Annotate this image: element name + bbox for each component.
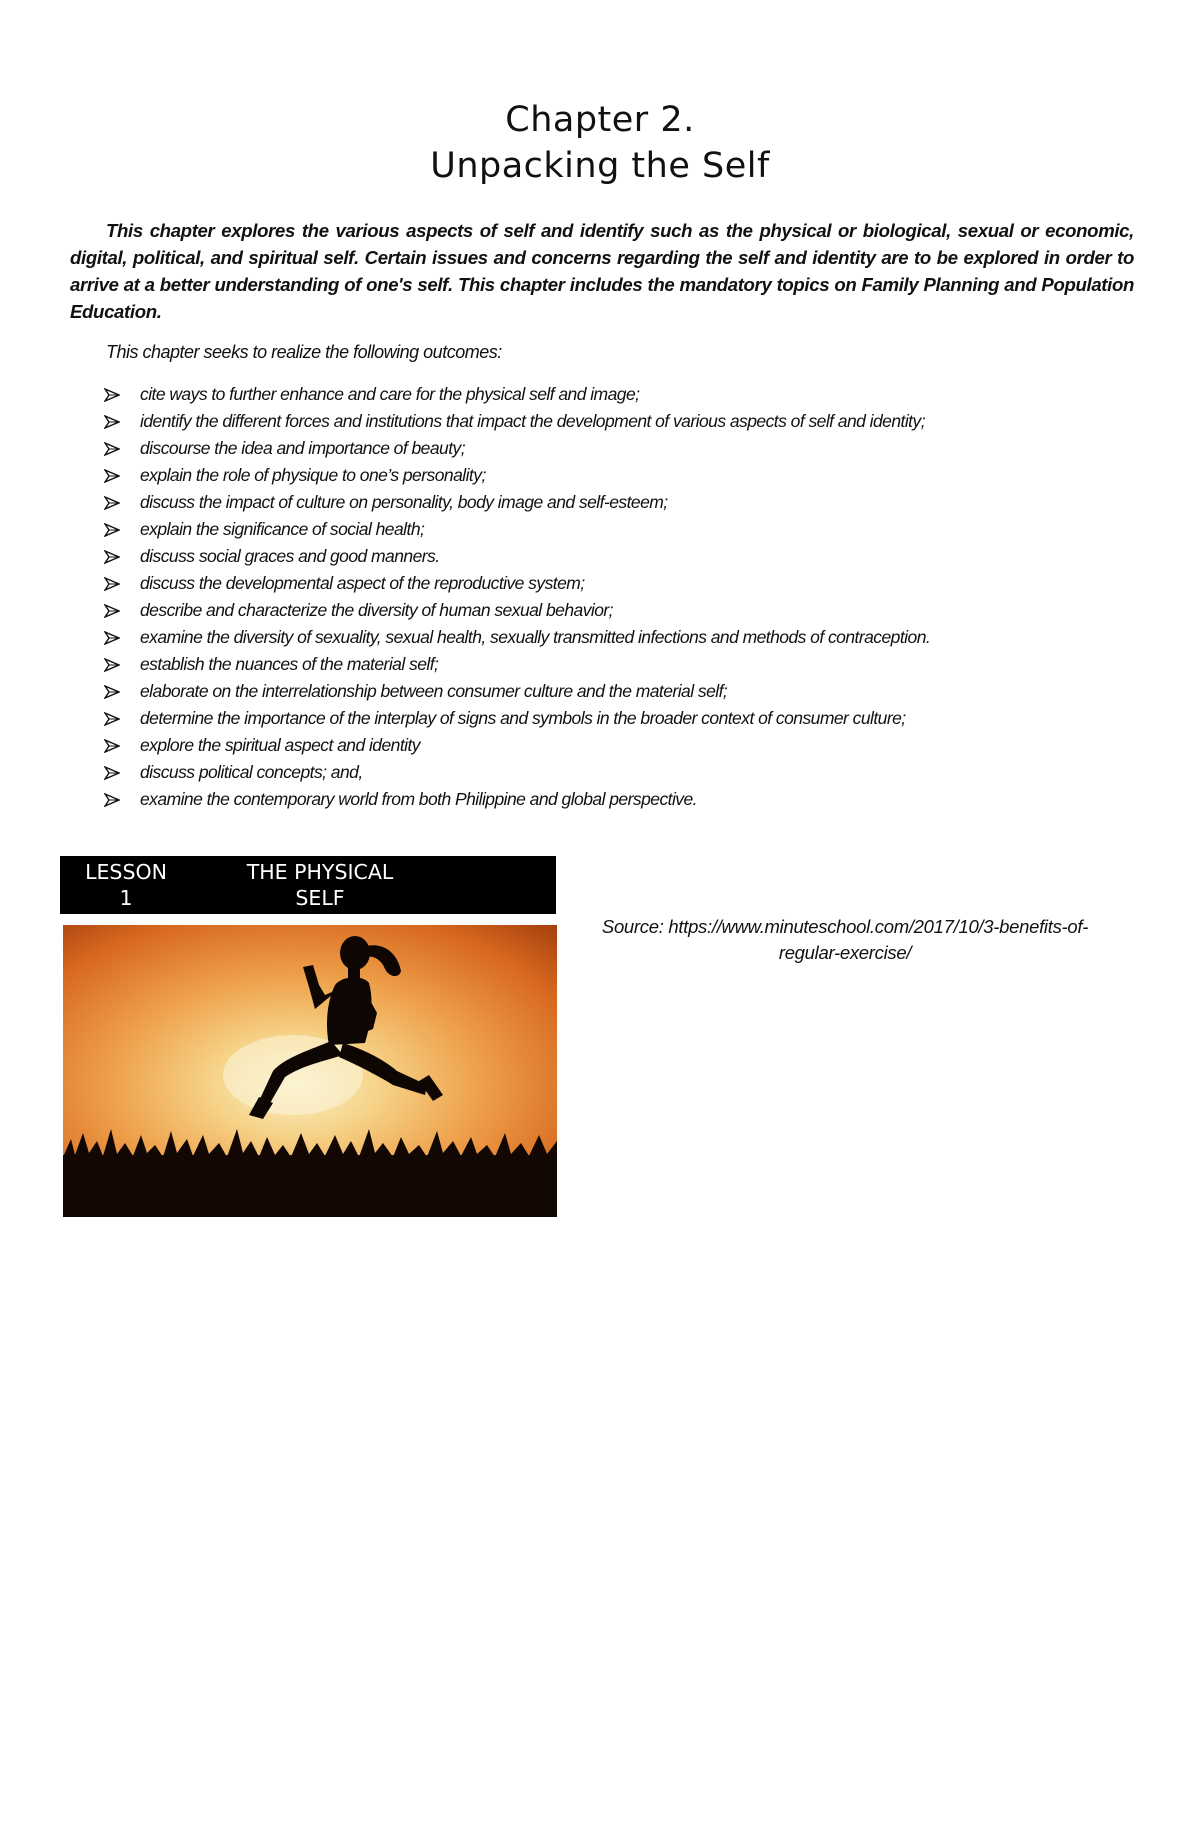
arrowhead-bullet-icon	[104, 766, 140, 780]
arrowhead-bullet-icon	[104, 442, 140, 456]
source-line-1: Source: https://www.minuteschool.com/2017/10/3-benefits-of-	[601, 916, 1089, 937]
outcome-text: discuss social graces and good manners.	[140, 546, 440, 566]
image-source-caption	[575, 914, 1115, 966]
outcome-item	[104, 516, 1164, 543]
outcome-text: explain the significance of social health;	[140, 519, 425, 539]
lesson-label-word: LESSON	[85, 860, 167, 884]
chapter-title: Unpacking the Self	[430, 146, 770, 186]
outcomes-list	[104, 381, 1164, 813]
lesson-label	[72, 859, 180, 911]
lesson-header-bar	[60, 856, 556, 914]
outcome-text: discourse the idea and importance of beauty;	[140, 438, 466, 458]
arrowhead-bullet-icon	[104, 469, 140, 483]
outcome-text: determine the importance of the interplay of signs and symbols in the broader context of consumer culture;	[140, 708, 906, 728]
chapter-heading	[0, 97, 1200, 189]
outcome-text: discuss the impact of culture on personality, body image and self-esteem;	[140, 492, 668, 512]
arrowhead-bullet-icon	[104, 685, 140, 699]
outcome-item	[104, 651, 1164, 678]
outcome-text: discuss the developmental aspect of the reproductive system;	[140, 573, 585, 593]
arrowhead-bullet-icon	[104, 739, 140, 753]
arrowhead-bullet-icon	[104, 388, 140, 402]
outcome-item	[104, 624, 1164, 651]
outcome-item	[104, 759, 1164, 786]
chapter-intro-paragraph: This chapter explores the various aspects of self and identify such as the physical or biological, sexual or economic, digital, political, and spiritual self. Certain issues and concerns regarding the self and identity are to be explored in order to arrive at a better understanding of one's self. This chapter includes the mandatory topics on Family Planning and Population Education.	[70, 220, 1134, 322]
arrowhead-bullet-icon	[104, 631, 140, 645]
outcome-item	[104, 570, 1164, 597]
chapter-number: Chapter 2.	[505, 100, 695, 140]
lesson-title	[202, 859, 438, 911]
outcome-text: explore the spiritual aspect and identity	[140, 735, 420, 755]
outcome-item	[104, 705, 1164, 732]
source-line-2: regular-exercise/	[778, 942, 912, 963]
arrowhead-bullet-icon	[104, 415, 140, 429]
runner-sunset-image	[63, 925, 557, 1217]
arrowhead-bullet-icon	[104, 604, 140, 618]
outcome-item	[104, 381, 1164, 408]
lesson-title-line1: THE PHYSICAL	[246, 860, 394, 884]
outcome-item	[104, 489, 1164, 516]
outcome-text: examine the diversity of sexuality, sexual health, sexually transmitted infections and methods of contraception.	[140, 627, 931, 647]
outcome-item	[104, 786, 1164, 813]
arrowhead-bullet-icon	[104, 496, 140, 510]
arrowhead-bullet-icon	[104, 577, 140, 591]
outcome-text: identify the different forces and institutions that impact the development of various aspects of self and identity;	[140, 411, 926, 431]
outcome-text: establish the nuances of the material self;	[140, 654, 439, 674]
outcome-text: discuss political concepts; and,	[140, 762, 363, 782]
runner-silhouette-illustration	[63, 925, 557, 1217]
outcome-text: explain the role of physique to one’s personality;	[140, 465, 486, 485]
outcome-text: cite ways to further enhance and care for the physical self and image;	[140, 384, 640, 404]
arrowhead-bullet-icon	[104, 793, 140, 807]
outcome-item	[104, 462, 1164, 489]
arrowhead-bullet-icon	[104, 550, 140, 564]
outcome-item	[104, 408, 1164, 435]
outcome-item	[104, 597, 1164, 624]
outcomes-lead: This chapter seeks to realize the following outcomes:	[106, 342, 502, 362]
outcome-item	[104, 543, 1164, 570]
outcome-text: describe and characterize the diversity of human sexual behavior;	[140, 600, 613, 620]
lesson-number: 1	[119, 886, 133, 910]
arrowhead-bullet-icon	[104, 523, 140, 537]
outcome-item	[104, 435, 1164, 462]
outcome-item	[104, 678, 1164, 705]
arrowhead-bullet-icon	[104, 712, 140, 726]
outcome-text: elaborate on the interrelationship between consumer culture and the material self;	[140, 681, 728, 701]
lesson-title-line2: SELF	[295, 886, 345, 910]
outcome-text: examine the contemporary world from both Philippine and global perspective.	[140, 789, 697, 809]
arrowhead-bullet-icon	[104, 658, 140, 672]
outcome-item	[104, 732, 1164, 759]
